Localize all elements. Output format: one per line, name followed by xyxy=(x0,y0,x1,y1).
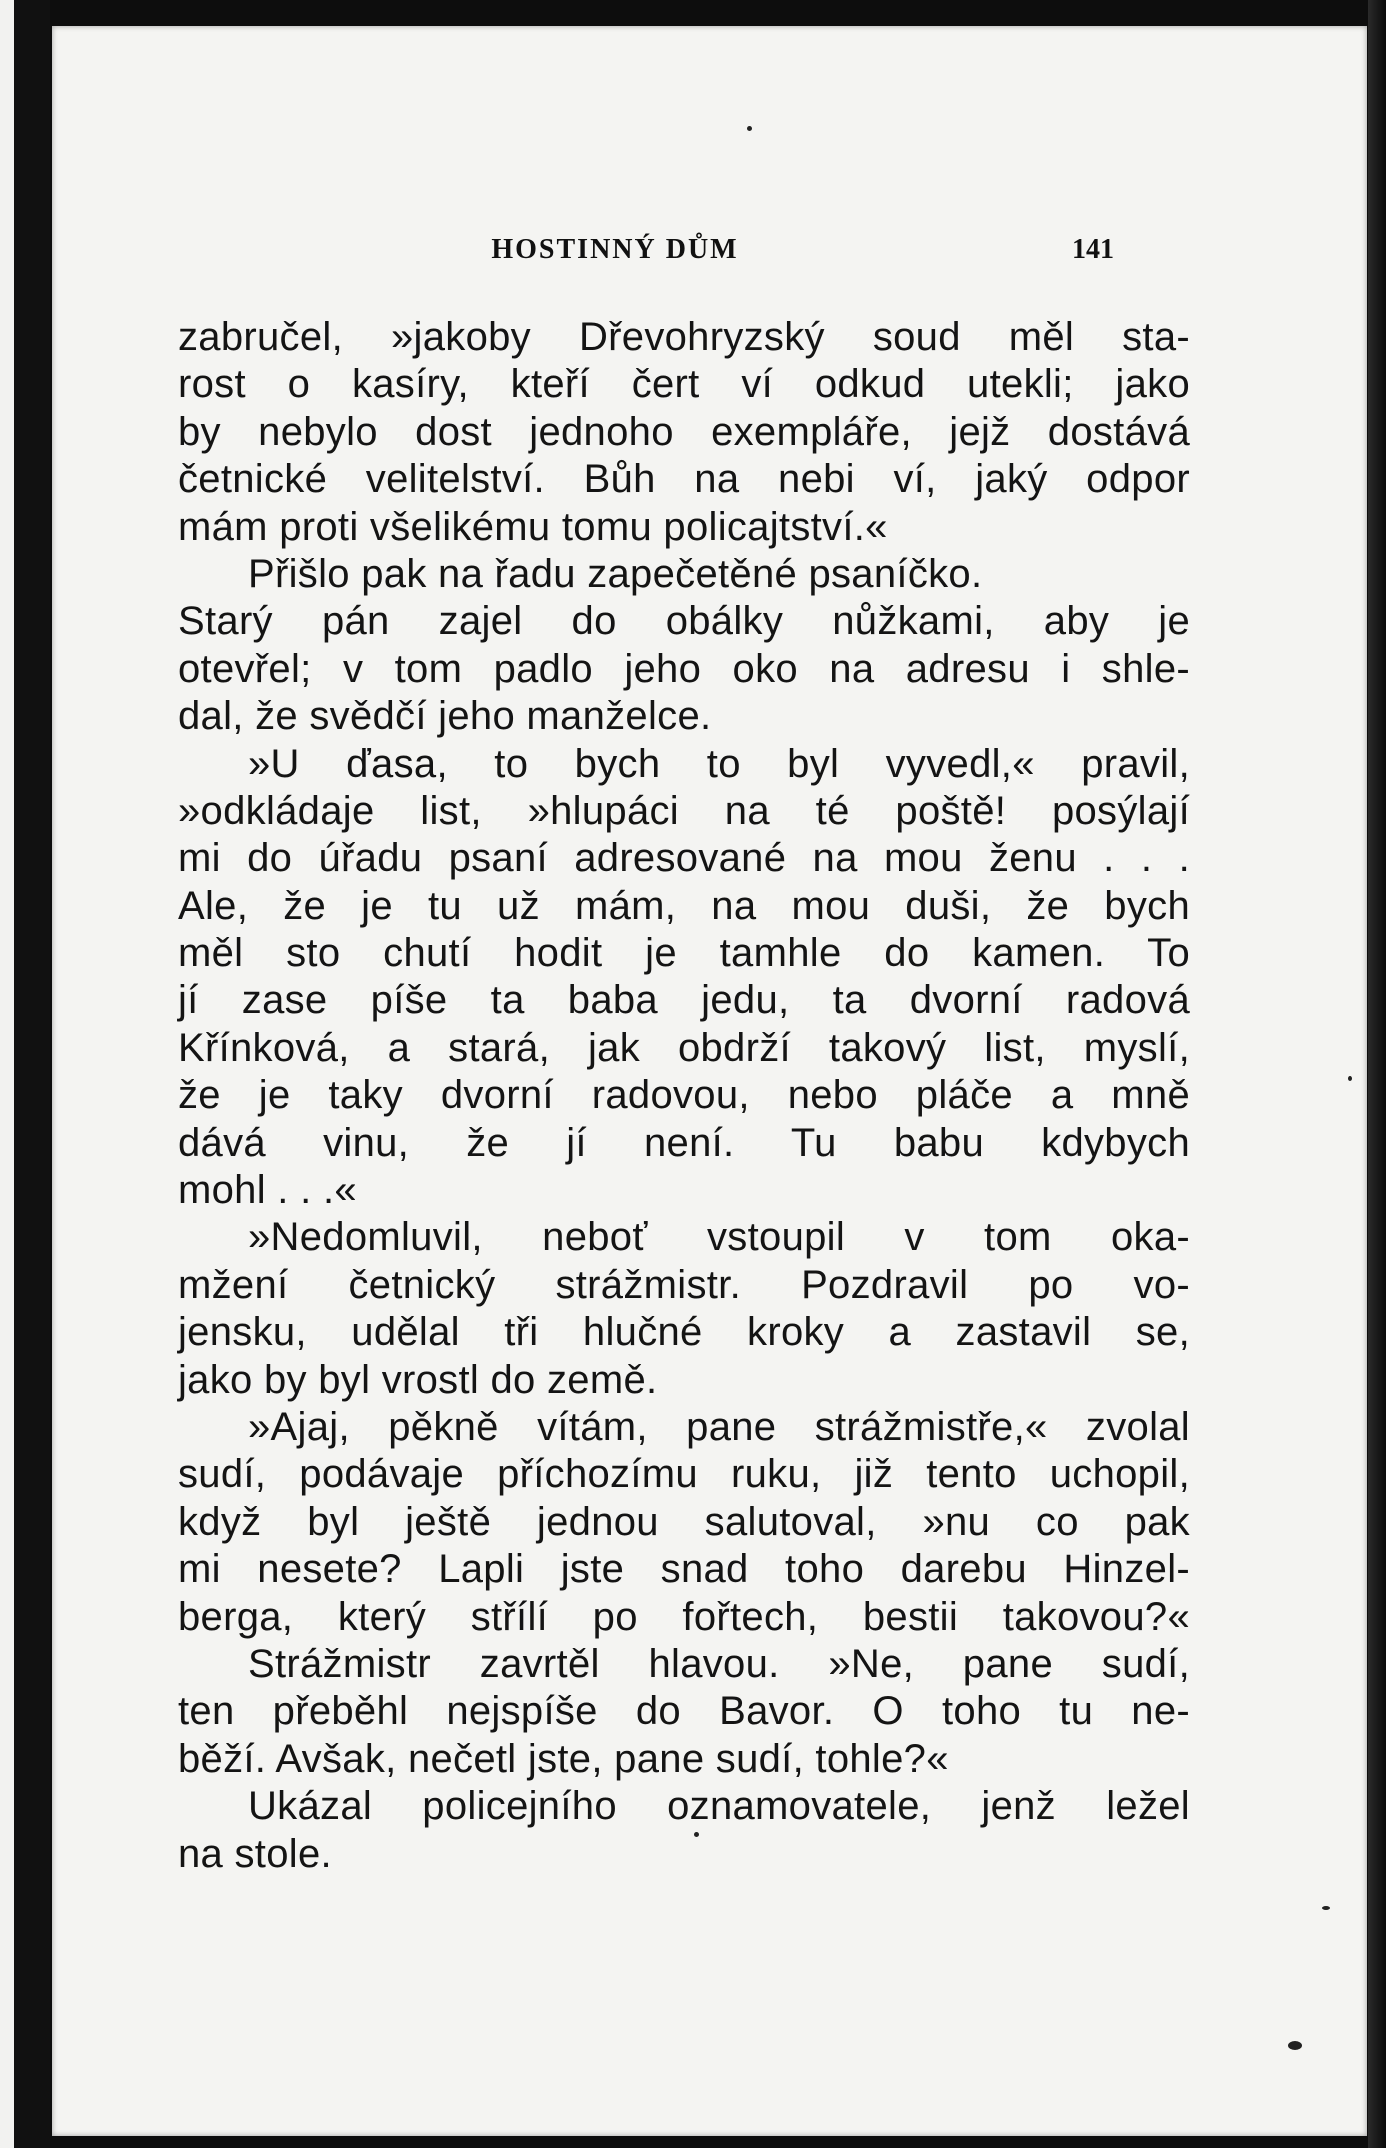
print-speck xyxy=(1288,2041,1302,2050)
text-line: dal, že svědčí jeho manželce. xyxy=(178,694,712,739)
page-number: 141 xyxy=(1072,234,1114,265)
text-line: na stole. xyxy=(178,1831,332,1876)
text-line: Strážmistr zavrtěl hlavou. »Ne, pane sudí, xyxy=(248,1641,1190,1686)
page-header xyxy=(52,226,1367,276)
text-line: otevřel; v tom padlo jeho oko na adresu i shle- xyxy=(178,646,1190,691)
print-speck xyxy=(694,1832,699,1837)
text-line: jí zase píše ta baba jedu, ta dvorní radová xyxy=(178,978,1190,1023)
text-line: mohl . . .« xyxy=(178,1168,357,1213)
text-line: Přišlo pak na řadu zapečetěné psaníčko. xyxy=(248,551,983,596)
text-line: Ukázal policejního oznamovatele, jenž ležel xyxy=(248,1784,1190,1829)
text-line: mi do úřadu psaní adresované na mou ženu . . . xyxy=(178,836,1190,881)
text-line: Křínková, a stará, jak obdrží takový list, myslí, xyxy=(178,1025,1190,1070)
text-line: »U ďasa, to bych to byl vyvedl,« pravil, xyxy=(248,741,1190,786)
text-line: když byl ještě jednou salutoval, »nu co pak xyxy=(178,1499,1190,1544)
print-speck xyxy=(747,126,752,131)
text-line: jako by byl vrostl do země. xyxy=(178,1357,658,1402)
text-line: berga, který střílí po fořtech, bestii takovou?« xyxy=(178,1594,1190,1639)
text-line: četnické velitelství. Bůh na nebi ví, jaký odpor xyxy=(178,457,1190,502)
text-line: mám proti všelikému tomu policajtství.« xyxy=(178,504,888,549)
body-text xyxy=(178,314,1190,1878)
text-line: ten přeběhl nejspíše do Bavor. O toho tu ne- xyxy=(178,1689,1190,1734)
text-line: jensku, udělal tři hlučné kroky a zastavil se, xyxy=(178,1310,1190,1355)
book-page xyxy=(52,26,1367,2136)
text-line: Ale, že je tu už mám, na mou duši, že bych xyxy=(178,883,1190,928)
print-speck xyxy=(1322,1906,1330,1910)
text-line: mi nesete? Lapli jste snad toho darebu Hinzel- xyxy=(178,1547,1190,1592)
text-line: měl sto chutí hodit je tamhle do kamen. To xyxy=(178,931,1190,976)
text-line: sudí, podávaje příchozímu ruku, již tento uchopil, xyxy=(178,1452,1190,1497)
text-line: »odkládaje list, »hlupáci na té poště! posýlají xyxy=(178,788,1190,833)
page-edge-right xyxy=(1368,0,1386,2148)
text-line: zabručel, »jakoby Dřevohryzský soud měl sta- xyxy=(178,315,1190,359)
text-line: »Nedomluvil, neboť vstoupil v tom oka- xyxy=(248,1215,1190,1260)
text-line: mžení četnický strážmistr. Pozdravil po vo- xyxy=(178,1262,1190,1307)
text-line: »Ajaj, pěkně vítám, pane strážmistře,« zvolal xyxy=(248,1404,1190,1449)
text-line: rost o kasíry, kteří čert ví odkud utekli; jako xyxy=(178,362,1190,407)
print-speck xyxy=(1348,1076,1352,1081)
text-line: běží. Avšak, nečetl jste, pane sudí, tohle?« xyxy=(178,1736,949,1781)
text-line: Starý pán zajel do obálky nůžkami, aby je xyxy=(178,599,1190,644)
text-line: by nebylo dost jednoho exempláře, jejž dostává xyxy=(178,409,1190,454)
running-head: HOSTINNÝ DŮM xyxy=(491,234,739,265)
spine-shadow xyxy=(14,0,50,2148)
book-spine-edge xyxy=(0,0,14,2148)
text-line: že je taky dvorní radovou, nebo pláče a mně xyxy=(178,1073,1190,1118)
text-line: dává vinu, že jí není. Tu babu kdybych xyxy=(178,1120,1190,1165)
